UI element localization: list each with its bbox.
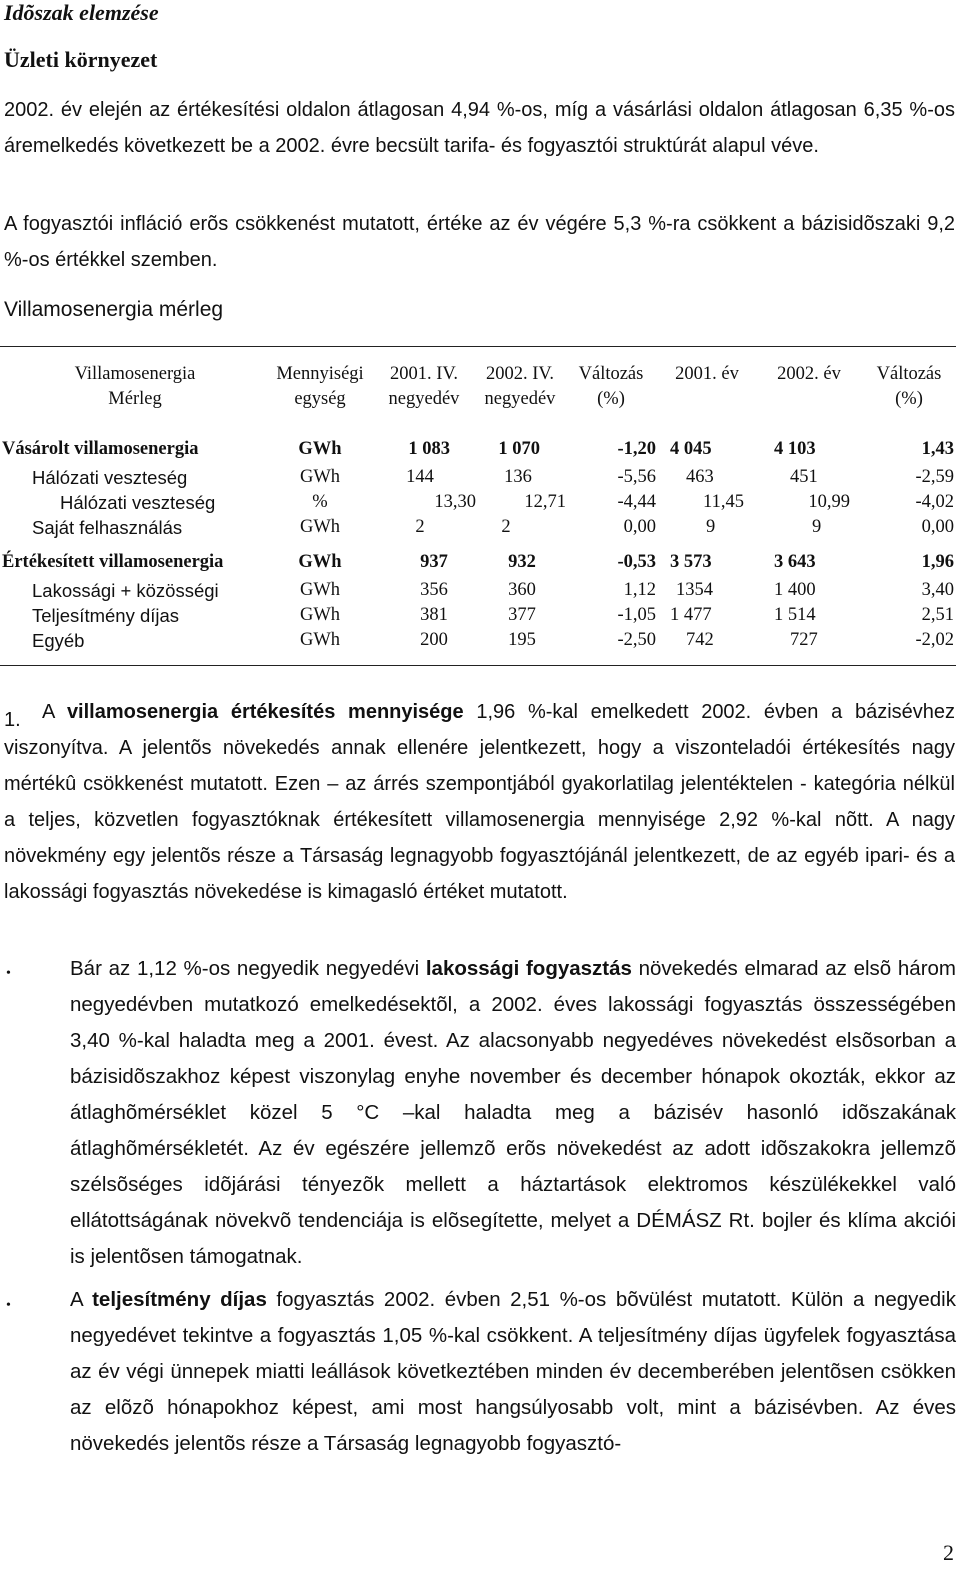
table-cell: 1 070 bbox=[498, 439, 540, 459]
table-cell: 727 bbox=[790, 630, 818, 650]
table-cell: 9 bbox=[812, 517, 822, 537]
subsection-heading: Üzleti környezet bbox=[4, 47, 158, 72]
table-cell-label: Hálózati veszteség bbox=[32, 467, 188, 488]
table-cell: -2,50 bbox=[617, 630, 656, 650]
table-cell: 360 bbox=[508, 580, 536, 600]
header-q-change: Változás (%) bbox=[578, 364, 644, 409]
paragraph-number: 1. bbox=[4, 709, 21, 731]
table-cell: 1,43 bbox=[921, 439, 954, 459]
table-cell: 463 bbox=[686, 467, 714, 487]
table-cell: 451 bbox=[790, 467, 818, 487]
table-cell: -2,59 bbox=[915, 467, 954, 487]
table-cell: -4,02 bbox=[915, 492, 954, 512]
table-cell: -1,05 bbox=[617, 605, 656, 625]
header-balance: Villamosenergia Mérleg bbox=[74, 364, 196, 409]
table-cell-unit: GWh bbox=[299, 630, 341, 650]
table-cell-label: Értékesített villamosenergia bbox=[2, 552, 224, 572]
table-bottom-rule bbox=[0, 665, 956, 666]
table-cell-unit: GWh bbox=[299, 605, 341, 625]
table-cell: 1 400 bbox=[774, 580, 816, 600]
table-cell: -1,20 bbox=[617, 439, 656, 459]
bullet-dot: • bbox=[6, 966, 11, 981]
table-cell: 1,96 bbox=[921, 552, 954, 572]
table-cell: 2 bbox=[415, 517, 425, 537]
table-cell: 3,40 bbox=[921, 580, 954, 600]
table-cell-unit: GWh bbox=[299, 580, 341, 600]
table-cell: -5,56 bbox=[617, 467, 656, 487]
table-cell: 3 643 bbox=[774, 552, 816, 572]
table-title: Villamosenergia mérleg bbox=[4, 298, 224, 321]
table-cell: 2,51 bbox=[921, 605, 954, 625]
table-cell-label: Saját felhasználás bbox=[32, 517, 183, 538]
table-cell-unit: GWh bbox=[299, 517, 341, 537]
table-cell: 200 bbox=[420, 630, 448, 650]
intro-paragraph-1: 2002. év elején az értékesítési oldalon átlagosan 4,94 %-os, míg a vásárlási oldalon átlagosan 6,35 %-os áremelkedés következett be a 2002. évre becsült tarifa- és fogyasztói struktúrát alapul véve. bbox=[4, 99, 955, 157]
table-cell-label: Vásárolt villamosenergia bbox=[2, 439, 199, 459]
table-cell-unit: % bbox=[312, 492, 328, 512]
header-unit: Mennyiségi egység bbox=[276, 364, 364, 409]
page-number: 2 bbox=[943, 1540, 954, 1565]
table-cell: 4 045 bbox=[670, 439, 712, 459]
table-top-rule bbox=[0, 346, 956, 347]
table-cell: 0,00 bbox=[921, 517, 954, 537]
table-cell-unit: GWh bbox=[298, 552, 342, 572]
header-y2002: 2002. év bbox=[777, 364, 841, 384]
table-cell: 1 083 bbox=[408, 439, 450, 459]
table-cell: 10,99 bbox=[808, 492, 850, 512]
bullet-text: A teljesítmény díjas fogyasztás 2002. évben 2,51 %-os bõvülést mutatott. Külön a negyedik negyedévet tekintve a fogyasztás 1,05 %-kal csökkent. A teljesítmény díjas ügyfelek fogyasztása az év végi ünnepek miatti leállások következtében minden év decemberében jelentõsen csökken az elõzõ hónapokhoz képest, ami most hangsúlyosabb volt, mint a bázisévben. Az éves növekedés jelentõs része a Társaság legnagyobb fogyasztó- bbox=[70, 1288, 956, 1455]
table-cell: 742 bbox=[686, 630, 714, 650]
table-cell: 144 bbox=[406, 467, 434, 487]
table-cell-label: Lakossági + közösségi bbox=[32, 580, 219, 601]
header-y2001: 2001. év bbox=[675, 364, 739, 384]
paragraph-text: A villamosenergia értékesítés mennyisége 1,96 %-kal emelkedett 2002. évben a bázisévhez viszonyítva. A jelentõs növekedés annak ellenére jelentkezett, hogy a viszonteladói értékesítés nagy mértékû csökkenést mutatott. Ezen – az árrés szempontjából gyakorlatilag jelentéktelen - kategória nélkül a teljes, közvetlen fogyasztóknak értékesített villamosenergia mennyisége 2,92 %-kal nõtt. A nagy növekmény egy jelentõs része a Társaság legnagyobb fogyasztójánál jelentkezett, de az egyéb ipari- és a lakossági fogyasztás növekedése is kimagasló értéket mutatott. bbox=[4, 701, 956, 903]
table-cell: 195 bbox=[508, 630, 536, 650]
table-cell-unit: GWh bbox=[299, 467, 341, 487]
table-cell-label: Teljesítmény díjas bbox=[32, 605, 180, 626]
table-cell: 1354 bbox=[676, 580, 713, 600]
bullet-text: Bár az 1,12 %-os negyedik negyedévi lakossági fogyasztás növekedés elmarad az elsõ három negyedévben mutatkozó emelkedésektõl, a 2002. éves lakossági fogyasztás összességében 3,40 %-kal haladta meg a 2001. évest. Az alacsonyabb negyedéves növekedést elsõsorban a bázisidõszakhoz képest viszonylag enyhe november és december hónapok okozták, ekkor az átlaghõmérséklet közel 5 °C –kal haladta meg a bázisév hasonló idõszakának átlaghõmérsékletét. Az év egészére jellemzõ erõs növekedést az adott idõszakokra jellemzõ szélsõséges idõjárási tényezõk mellett a háztartások elektromos készülékekkel való ellátottságának növekvõ tendenciája is elõsegítette, melyet a DÉMÁSZ Rt. bojler és klíma akciói is jelentõsen támogatnak. bbox=[70, 957, 956, 1268]
section-heading: Idõszak elemzése bbox=[4, 0, 159, 25]
table-cell-unit: GWh bbox=[298, 439, 342, 459]
table-cell: 12,71 bbox=[524, 492, 566, 512]
table-cell-label: Egyéb bbox=[32, 630, 85, 651]
table-cell: 1 514 bbox=[774, 605, 816, 625]
table-cell: 1 477 bbox=[670, 605, 712, 625]
header-y-change: Változás (%) bbox=[876, 364, 942, 409]
table-cell: 932 bbox=[508, 552, 536, 572]
table-cell: 13,30 bbox=[434, 492, 476, 512]
table-cell: -4,44 bbox=[617, 492, 656, 512]
table-cell: 11,45 bbox=[703, 492, 744, 512]
table-cell: 136 bbox=[504, 467, 532, 487]
table-cell: 2 bbox=[501, 517, 511, 537]
table-cell: 1,12 bbox=[623, 580, 656, 600]
bullet-dot: • bbox=[6, 1298, 11, 1313]
table-cell: 937 bbox=[420, 552, 448, 572]
table-cell: 377 bbox=[508, 605, 536, 625]
table-cell: 9 bbox=[706, 517, 716, 537]
table-cell: 381 bbox=[420, 605, 448, 625]
table-cell: -0,53 bbox=[617, 552, 656, 572]
table-cell: -2,02 bbox=[915, 630, 954, 650]
table-cell-label: Hálózati veszteség bbox=[60, 492, 216, 513]
table-cell: 356 bbox=[420, 580, 448, 600]
header-q2001: 2001. IV. negyedév bbox=[388, 364, 460, 409]
header-q2002: 2002. IV. negyedév bbox=[484, 364, 556, 409]
table-cell: 4 103 bbox=[774, 439, 816, 459]
intro-paragraph-2: A fogyasztói infláció erõs csökkenést mutatott, értéke az év végére 5,3 %-ra csökkent a bázisidõszaki 9,2 %-os értékkel szemben. bbox=[4, 213, 955, 271]
table-cell: 0,00 bbox=[623, 517, 656, 537]
table-cell: 3 573 bbox=[670, 552, 712, 572]
